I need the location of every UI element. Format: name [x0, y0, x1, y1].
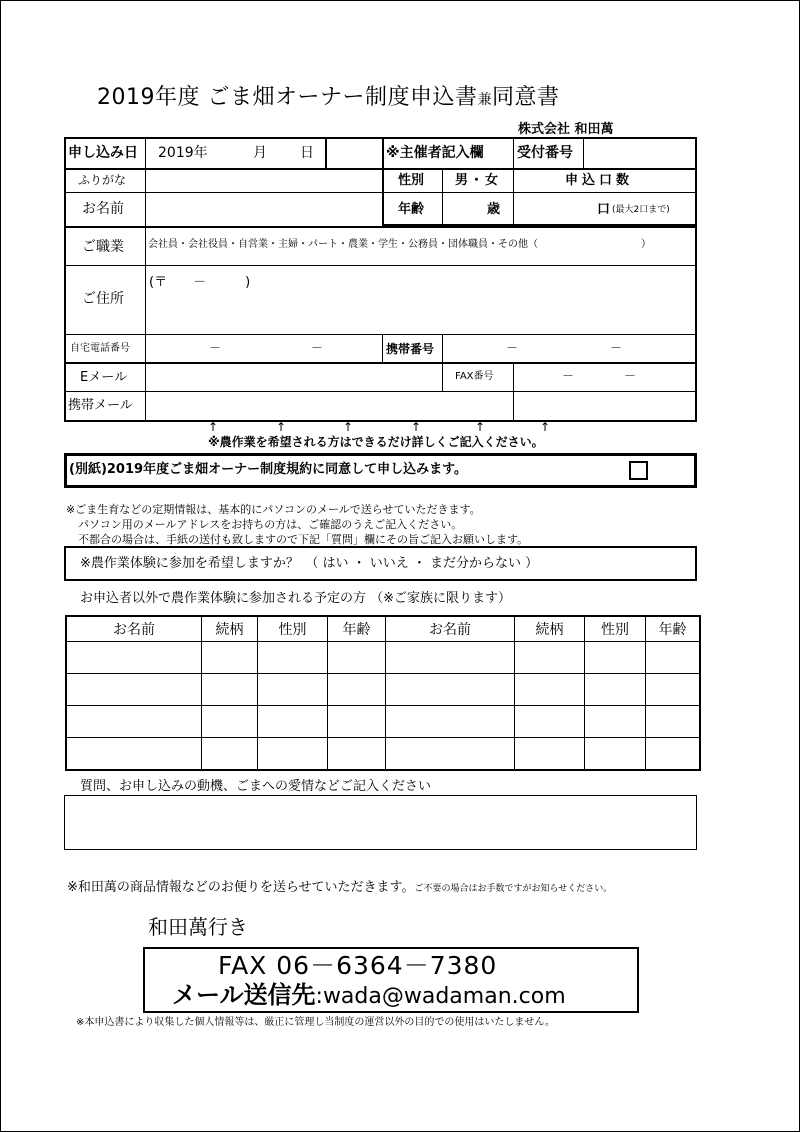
participants-table: [65, 615, 701, 771]
table-cell[interactable]: [585, 674, 646, 706]
table-cell[interactable]: [386, 706, 515, 738]
table-cell[interactable]: [328, 706, 386, 738]
table-cell[interactable]: [66, 706, 202, 738]
divider: [442, 168, 443, 226]
occupation-close: ）: [641, 239, 651, 250]
table-cell[interactable]: [515, 674, 585, 706]
address-label: ご住所: [82, 291, 124, 307]
mobile-number-label: 携帯番号: [386, 342, 435, 356]
receipt-field[interactable]: [585, 139, 695, 167]
farm-question[interactable]: ※農作業体験に参加を希望しますか？ （ はい ・ いいえ ・ まだ分からない ）: [80, 556, 539, 571]
home-phone-dash-2: －: [311, 341, 324, 355]
furigana-label: ふりがな: [78, 173, 127, 187]
occupation-label: ご職業: [82, 239, 124, 255]
divider: [64, 226, 697, 228]
mobile-dash-1: －: [506, 341, 519, 355]
fax-dash-2: －: [624, 369, 637, 383]
units-unit: 口: [597, 202, 611, 217]
table-cell[interactable]: [386, 674, 515, 706]
divider: [382, 334, 383, 363]
email-field[interactable]: [147, 365, 441, 390]
fax-label: FAX番号: [455, 371, 494, 382]
fax-line: FAX 06－6364－7380: [218, 951, 498, 980]
table-row: [66, 674, 700, 706]
divider: [64, 265, 697, 266]
table-cell[interactable]: [202, 674, 258, 706]
question-heading: 質問、お申し込みの動機、ごまへの愛情などご記入ください: [80, 779, 432, 794]
title-end: 同意書: [491, 85, 560, 110]
name-field[interactable]: [147, 194, 381, 225]
organizer-label: ※主催者記入欄: [386, 145, 484, 161]
table-cell[interactable]: [328, 642, 386, 674]
col-relation: 続柄: [202, 616, 258, 642]
table-cell[interactable]: [66, 674, 202, 706]
receipt-label: 受付番号: [517, 145, 573, 161]
divider: [64, 391, 697, 392]
agree-checkbox[interactable]: [629, 461, 648, 480]
age-label: 年齢: [398, 202, 425, 217]
table-row: [66, 706, 700, 738]
table-cell[interactable]: [386, 738, 515, 771]
table-cell[interactable]: [646, 738, 701, 771]
mobile-mail-label: 携帯メール: [68, 398, 133, 413]
table-cell[interactable]: [258, 738, 328, 771]
table-cell[interactable]: [258, 642, 328, 674]
arrow-icon: ↑: [276, 420, 287, 434]
arrow-icon: ↑: [540, 420, 551, 434]
info-notice: [67, 881, 612, 894]
note-line-1: ※ごま生育などの定期情報は、基本的にパソコンのメールで送らせていただきます。: [66, 503, 481, 516]
title-small: 兼: [477, 92, 492, 108]
col-age: 年齢: [328, 616, 386, 642]
table-cell[interactable]: [386, 642, 515, 674]
table-cell[interactable]: [66, 642, 202, 674]
mail-line: [172, 983, 566, 1008]
participants-heading: お申込者以外で農作業体験に参加される予定の方 （※ご家族に限ります）: [80, 591, 512, 606]
note-line-2: パソコン用のメールアドレスをお持ちの方は、ご確認のうえご記入ください。: [78, 518, 463, 531]
divider: [583, 137, 584, 170]
note-line-3: 不都合の場合は、手紙の送付も致しますので下記「質問」欄にその旨ご記入お願いします。: [78, 533, 529, 546]
table-cell[interactable]: [258, 706, 328, 738]
apply-date-year: 2019年: [158, 145, 208, 161]
col-age: 年齢: [646, 616, 701, 642]
agree-text: (別紙)2019年度ごま畑オーナー制度規約に同意して申し込みます。: [69, 462, 468, 477]
form-title: [97, 87, 560, 109]
table-row: [66, 642, 700, 674]
home-phone-dash-1: －: [209, 341, 222, 355]
info-notice-small: ご不要の場合はお手数ですがお知らせください。: [414, 884, 613, 894]
table-cell[interactable]: [646, 674, 701, 706]
divider: [442, 363, 443, 392]
col-gender: 性別: [585, 616, 646, 642]
participants-header-row: [66, 616, 700, 642]
question-field[interactable]: [64, 795, 697, 850]
col-relation: 続柄: [515, 616, 585, 642]
table-cell[interactable]: [66, 738, 202, 771]
age-unit: 歳: [487, 202, 501, 217]
col-name: お名前: [386, 616, 515, 642]
arrow-note: ※農作業を希望される方はできるだけ詳しくご記入ください。: [208, 435, 544, 449]
table-cell[interactable]: [202, 706, 258, 738]
apply-date-month: 月: [253, 145, 267, 161]
divider: [64, 362, 697, 364]
table-cell[interactable]: [585, 738, 646, 771]
arrow-icon: ↑: [343, 420, 354, 434]
table-cell[interactable]: [202, 738, 258, 771]
title-main: 2019年度 ごま畑オーナー制度申込書: [97, 85, 478, 110]
company-name: 株式会社 和田萬: [518, 122, 614, 137]
send-to: 和田萬行き: [148, 915, 248, 939]
email-label: Eメール: [80, 370, 127, 385]
table-cell[interactable]: [202, 642, 258, 674]
divider: [145, 137, 146, 422]
col-gender: 性別: [258, 616, 328, 642]
divider: [513, 137, 514, 226]
table-cell[interactable]: [258, 674, 328, 706]
units-label: 申込口数: [565, 173, 634, 188]
divider: [442, 334, 443, 363]
table-cell[interactable]: [328, 738, 386, 771]
table-cell[interactable]: [328, 674, 386, 706]
address-postal[interactable]: (〒 － ): [149, 275, 251, 290]
table-row: [66, 738, 700, 771]
units-note: (最大2口まで): [612, 205, 670, 215]
mobile-mail-field[interactable]: [147, 393, 512, 420]
apply-date-day: 日: [300, 145, 314, 161]
table-cell[interactable]: [515, 642, 585, 674]
mail-address[interactable]: :wada@wadaman.com: [315, 984, 566, 1009]
mobile-dash-2: －: [610, 341, 623, 355]
arrow-icon: ↑: [475, 420, 486, 434]
col-name: お名前: [66, 616, 202, 642]
table-cell[interactable]: [646, 706, 701, 738]
occupation-options[interactable]: 会社員・会社役員・自営業・主婦・パート・農業・学生・公務員・団体職員・その他（: [148, 239, 538, 250]
furigana-field[interactable]: [147, 170, 381, 191]
table-cell[interactable]: [515, 706, 585, 738]
arrow-icon: ↑: [411, 420, 422, 434]
fax-dash-1: －: [562, 369, 575, 383]
table-cell[interactable]: [515, 738, 585, 771]
table-cell[interactable]: [585, 706, 646, 738]
table-cell[interactable]: [585, 642, 646, 674]
name-label: お名前: [82, 201, 124, 217]
info-notice-main: ※和田萬の商品情報などのお便りを送らせていただきます。: [67, 880, 415, 895]
divider: [64, 334, 697, 335]
divider: [64, 192, 697, 193]
mail-label: メール送信先: [172, 981, 316, 1009]
divider: [513, 363, 514, 422]
privacy-note: ※本申込書により収集した個人情報等は、厳正に管理し当制度の運営以外の目的での使用はいたしません。: [76, 1017, 555, 1028]
arrow-icon: ↑: [208, 420, 219, 434]
table-cell[interactable]: [646, 642, 701, 674]
gender-value[interactable]: 男・女: [455, 173, 501, 188]
apply-date-label: 申し込み日: [68, 145, 138, 161]
home-phone-label: 自宅電話番号: [70, 343, 130, 354]
gender-label: 性別: [398, 173, 425, 188]
